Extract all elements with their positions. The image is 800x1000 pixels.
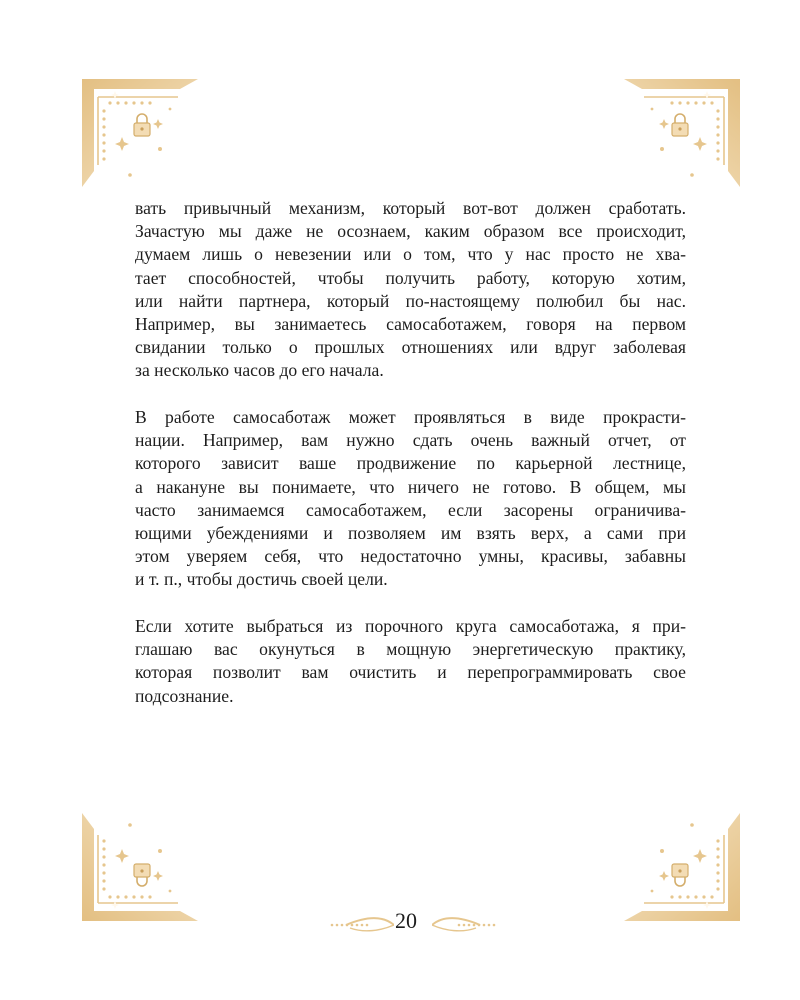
text-line: которого зависит ваше продвижение по карьерной лестнице, [135,453,686,474]
moon-lock-ornament-icon [82,79,198,187]
corner-ornament-bottom-right [624,813,740,921]
moon-lock-ornament-icon [624,79,740,187]
text-line: вать привычный механизм, который вот-вот должен сработать. [135,198,686,218]
text-line: часто занимаемся самосаботажем, если засорены ограничива- [135,499,686,520]
text-line: Если хотите выбраться из порочного круга самосаботажа, я при- [135,616,686,637]
body-text [135,197,686,731]
text-line: подсознание. [135,685,234,706]
moon-lock-ornament-icon [82,813,198,921]
text-line: В работе самосаботаж может проявляться в виде прокрасти- [135,407,686,428]
text-line: свидании только о прошлых отношениях или вдруг заболевая [135,337,686,358]
corner-ornament-top-right [624,79,740,187]
text-line: глашаю вас окунуться в мощную энергетическую практику, [135,639,686,660]
page-footer [0,906,800,946]
corner-ornament-top-left [82,79,198,187]
page-number: 20 [395,908,417,933]
paragraph-1 [135,197,686,383]
text-line: этом уверяем себя, что недостаточно умны, красивы, забавны [135,546,686,567]
text-line: за несколько часов до его начала. [135,360,384,381]
text-line: а накануне вы понимаете, что ничего не готово. В общем, мы [135,476,686,497]
text-line: тает способностей, чтобы получить работу, которую хотим, [135,267,686,288]
corner-ornament-bottom-left [82,813,198,921]
text-line: или найти партнера, который по-настоящему полюбил бы нас. [135,290,686,311]
text-line: думаем лишь о невезении или о том, что у нас просто не хва- [135,244,686,265]
moon-lock-ornament-icon [624,813,740,921]
text-line: и т. п., чтобы достичь своей цели. [135,569,388,590]
paragraph-2 [135,406,686,592]
paragraph-3 [135,615,686,708]
text-line: Зачастую мы даже не осознаем, каким образом все происходит, [135,221,686,242]
footer-ornament-right [432,916,496,934]
text-line: ющими убеждениями и позволяем им взять верх, а сами при [135,523,686,544]
dotted-arc-icon [432,916,496,934]
text-line: Например, вы занимаетесь самосаботажем, говоря на первом [135,314,686,335]
text-line: нации. Например, вам нужно сдать очень важный отчет, от [135,430,686,451]
text-line: которая позволит вам очистить и перепрограммировать свое [135,662,686,683]
